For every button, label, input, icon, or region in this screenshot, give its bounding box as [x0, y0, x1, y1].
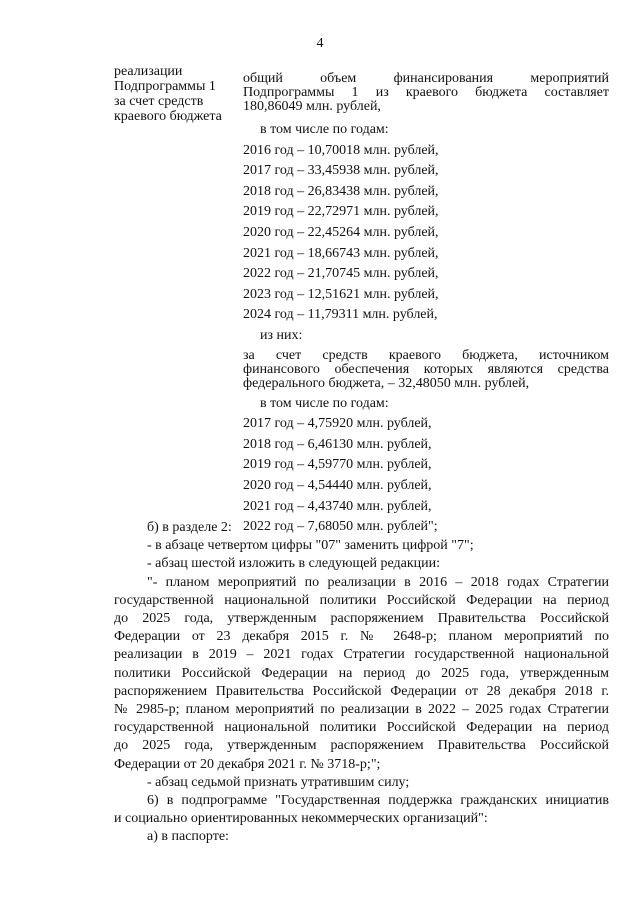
year-amount: 2019 год – 4,59770 млн. рублей,: [243, 457, 432, 473]
body-line: - в абзаце четвертом цифры "07" заменить цифрой "7";: [147, 538, 474, 554]
body-line: политики Российской Федерации на период до 2025 года, утвержденным: [114, 665, 609, 681]
page-number: 4: [316, 36, 324, 51]
body-line: 6) в подпрограмме "Государственная поддержка гражданских инициатив: [147, 793, 609, 809]
body-line: - абзац шестой изложить в следующей редакции:: [147, 556, 440, 572]
year-amount: 2017 год – 4,75920 млн. рублей,: [243, 416, 432, 432]
passport-right-column: [243, 72, 609, 538]
federal-funding-line: федерального бюджета, – 32,48050 млн. рублей,: [243, 375, 530, 391]
funding-intro-line: Подпрограммы 1 из краевого бюджета составляет: [243, 85, 609, 100]
body-line: распоряжением Правительства Российской Федерации от 28 декабря 2018 г.: [114, 683, 609, 699]
year-amount: 2020 год – 4,54440 млн. рублей,: [243, 477, 432, 493]
body-line: до 2025 года, утвержденным распоряжением Правительства Российской: [114, 611, 609, 627]
by-years-label: в том числе по годам:: [260, 122, 389, 137]
year-amount: 2019 год – 22,72971 млн. рублей,: [243, 204, 439, 220]
year-amount: 2022 год – 7,68050 млн. рублей";: [243, 519, 438, 535]
body-line: государственной национальной политики Российской Федерации на период: [114, 592, 609, 608]
body-line: и социально ориентированных некоммерческих организаций":: [114, 811, 488, 827]
passport-left-column: [114, 64, 239, 124]
year-amount: 2023 год – 12,51621 млн. рублей,: [243, 286, 439, 302]
year-amount: 2021 год – 4,43740 млн. рублей,: [243, 498, 432, 514]
body-line: реализации в 2019 – 2021 годах Стратегии государственной национальной: [114, 647, 609, 663]
federal-funding-line: за счет средств краевого бюджета, источником: [243, 347, 609, 363]
left-label-line: Подпрограммы 1: [114, 79, 216, 94]
body-line: Федерации от 20 декабря 2021 г. № 3718-р;";: [114, 756, 381, 772]
amendment-text: [114, 519, 609, 847]
body-line: "- планом мероприятий по реализации в 2016 – 2018 годах Стратегии: [147, 574, 609, 590]
left-label-line: за счет средств: [114, 94, 204, 109]
body-line: государственной национальной политики Российской Федерации на период: [114, 720, 609, 736]
year-amount: 2024 год – 11,79311 млн. рублей,: [243, 307, 438, 323]
of-them-label: из них:: [260, 327, 303, 343]
body-line: б) в разделе 2:: [147, 520, 232, 535]
body-line: а) в паспорте:: [147, 829, 229, 845]
year-amount: 2018 год – 6,46130 млн. рублей,: [243, 436, 432, 452]
body-line: № 2985-р; планом мероприятий по реализации в 2022 – 2025 годах Стратегии: [114, 702, 609, 718]
year-amount: 2018 год – 26,83438 млн. рублей,: [243, 183, 439, 199]
year-amount: 2017 год – 33,45938 млн. рублей,: [243, 163, 439, 179]
body-line: - абзац седьмой признать утратившим силу;: [147, 774, 410, 790]
funding-intro-line: общий объем финансирования мероприятий: [243, 71, 609, 86]
by-years-label: в том числе по годам:: [260, 395, 389, 411]
funding-intro-line: 180,86049 млн. рублей,: [243, 99, 381, 114]
years-list: [243, 141, 609, 326]
body-line: Федерации от 23 декабря 2015 г. № 2648-р; планом мероприятий по: [114, 629, 609, 645]
year-amount: 2016 год – 10,70018 млн. рублей,: [243, 142, 439, 158]
year-amount: 2022 год – 21,70745 млн. рублей,: [243, 266, 439, 282]
left-label-line: реализации: [114, 64, 183, 79]
body-line: до 2025 года, утвержденным распоряжением Правительства Российской: [114, 738, 609, 754]
left-label-line: краевого бюджета: [114, 109, 222, 124]
federal-funding-line: финансового обеспечения которых являются средства: [243, 361, 609, 377]
year-amount: 2021 год – 18,66743 млн. рублей,: [243, 245, 439, 261]
year-amount: 2020 год – 22,45264 млн. рублей,: [243, 224, 439, 240]
